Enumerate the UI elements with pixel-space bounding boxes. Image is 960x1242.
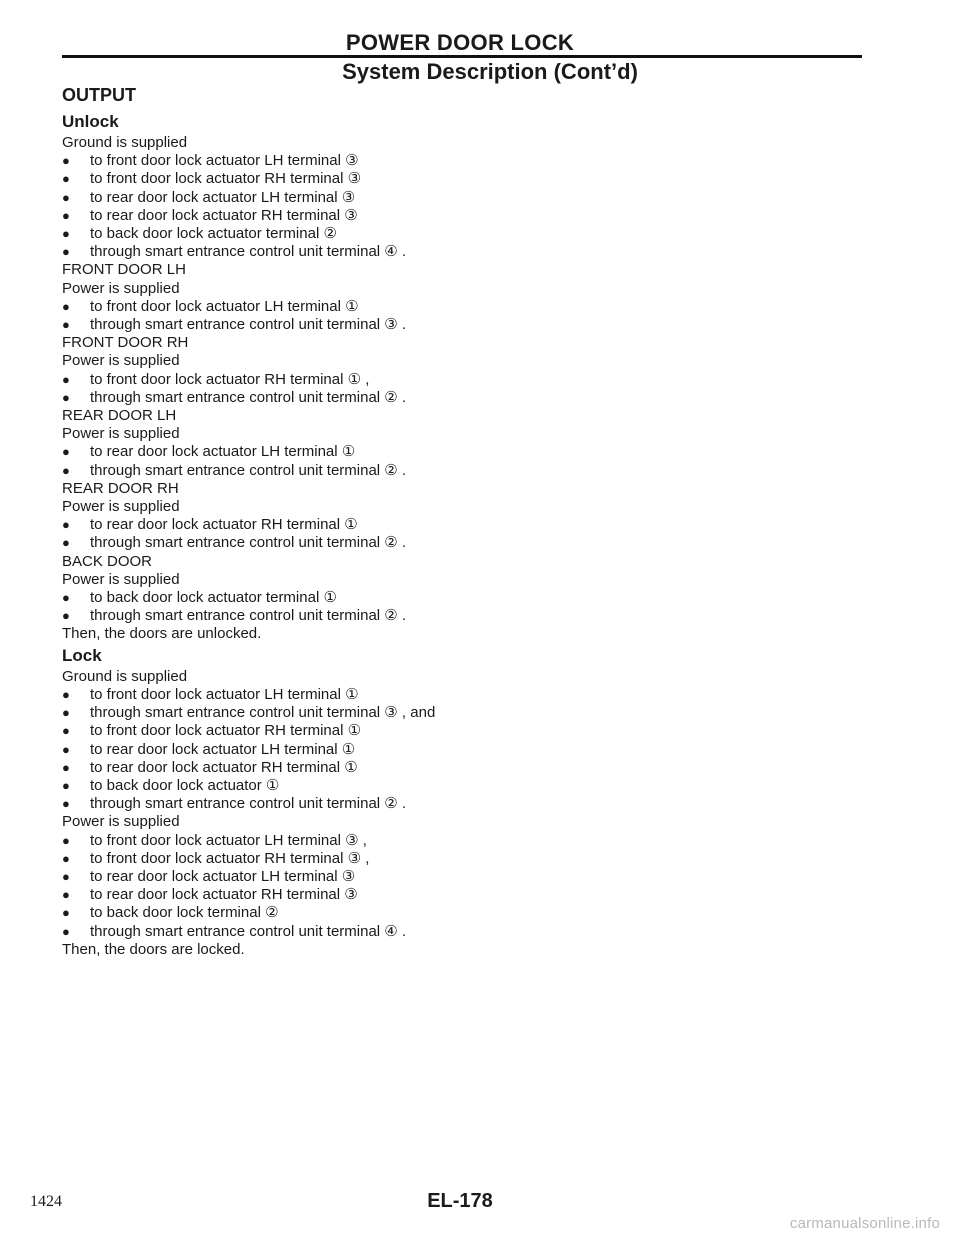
list-item xyxy=(62,170,822,188)
list-item-text: to front door lock actuator LH terminal ③ xyxy=(90,152,359,170)
list-item-text: through smart entrance control unit terminal ④ . xyxy=(90,243,407,261)
text-line: BACK DOOR xyxy=(62,552,153,570)
list-item xyxy=(62,534,822,552)
list-item-text: to rear door lock actuator RH terminal ① xyxy=(90,516,358,534)
text-line: REAR DOOR LH xyxy=(62,407,177,425)
text-line: Power is supplied xyxy=(62,279,180,297)
list-item xyxy=(62,850,822,868)
text-line: Power is supplied xyxy=(62,425,180,443)
list-item-text: to back door lock actuator terminal ② xyxy=(90,225,337,243)
list-item-text: through smart entrance control unit terminal ② . xyxy=(90,534,407,552)
bullet-icon: ● xyxy=(62,759,70,775)
list-item-text: to rear door lock actuator LH terminal ③ xyxy=(90,188,356,206)
bullet-icon: ● xyxy=(62,153,70,169)
list-item xyxy=(62,923,822,941)
page-subtitle: System Description (Cont’d) xyxy=(342,59,638,84)
text-line: Then, the doors are locked. xyxy=(62,940,245,958)
text-line: Ground is supplied xyxy=(62,134,188,151)
list-item xyxy=(62,759,822,777)
bullet-icon: ● xyxy=(62,389,70,405)
list-item-text: to front door lock actuator RH terminal ③ , xyxy=(90,849,370,867)
bullet-icon: ● xyxy=(62,686,70,702)
list-item-text: through smart entrance control unit terminal ③ . xyxy=(90,316,407,334)
list-item xyxy=(62,741,822,759)
list-item-text: through smart entrance control unit terminal ④ . xyxy=(90,922,407,940)
bullet-icon: ● xyxy=(62,371,70,387)
text-line: Then, the doors are unlocked. xyxy=(62,625,262,643)
bullet-icon: ● xyxy=(62,905,70,921)
list-item xyxy=(62,589,822,607)
bullet-icon: ● xyxy=(62,850,70,866)
list-item xyxy=(62,389,822,407)
content-body xyxy=(62,110,822,959)
text-line: Power is supplied xyxy=(62,813,180,831)
list-item xyxy=(62,686,822,704)
list-item xyxy=(62,316,822,334)
list-item xyxy=(62,516,822,534)
list-item-text: through smart entrance control unit terminal ② . xyxy=(90,461,407,479)
bullet-icon: ● xyxy=(62,244,70,260)
bullet-icon: ● xyxy=(62,741,70,757)
bullet-icon: ● xyxy=(62,535,70,551)
bullet-icon: ● xyxy=(62,777,70,793)
text-line: FRONT DOOR RH xyxy=(62,334,189,352)
text-line: Power is supplied xyxy=(62,352,180,370)
list-item xyxy=(62,777,822,795)
list-item-text: through smart entrance control unit terminal ② . xyxy=(90,388,407,406)
list-item-text: to back door lock actuator terminal ① xyxy=(90,589,337,607)
bullet-icon: ● xyxy=(62,705,70,721)
list-item xyxy=(62,607,822,625)
bullet-icon: ● xyxy=(62,832,70,848)
list-item-text: to back door lock terminal ② xyxy=(90,904,279,922)
bullet-icon: ● xyxy=(62,171,70,187)
text-line: Power is supplied xyxy=(62,498,180,516)
list-item xyxy=(62,462,822,480)
header-divider xyxy=(62,55,862,58)
list-item-text: to front door lock actuator LH terminal ① xyxy=(90,297,359,315)
list-item xyxy=(62,868,822,886)
text-line: FRONT DOOR LH xyxy=(62,261,186,279)
list-item xyxy=(62,225,822,243)
list-item-text: through smart entrance control unit terminal ② . xyxy=(90,607,407,625)
bullet-icon: ● xyxy=(62,517,70,533)
list-item-text: to rear door lock actuator LH terminal ① xyxy=(90,443,356,461)
bullet-icon: ● xyxy=(62,923,70,939)
bullet-icon: ● xyxy=(62,189,70,205)
list-item xyxy=(62,704,822,722)
list-item-text: to front door lock actuator LH terminal ① xyxy=(90,685,359,703)
section-title: OUTPUT xyxy=(62,85,136,105)
list-item xyxy=(62,795,822,813)
list-item-text: to front door lock actuator RH terminal ① xyxy=(90,722,362,740)
page-title: POWER DOOR LOCK xyxy=(345,30,575,55)
bullet-icon: ● xyxy=(62,590,70,606)
list-item xyxy=(62,443,822,461)
list-item-text: to back door lock actuator ① xyxy=(90,776,280,794)
list-item xyxy=(62,722,822,740)
list-item-text: to front door lock actuator RH terminal ① , xyxy=(90,370,370,388)
list-item xyxy=(62,189,822,207)
text-line: Ground is supplied xyxy=(62,667,188,685)
subsection-heading: Unlock xyxy=(62,112,119,131)
list-item xyxy=(62,832,822,850)
list-item-text: to rear door lock actuator RH terminal ③ xyxy=(90,886,358,904)
list-item-text: to rear door lock actuator RH terminal ③ xyxy=(90,206,358,224)
text-line: REAR DOOR RH xyxy=(62,479,179,497)
bullet-icon: ● xyxy=(62,796,70,812)
bullet-icon: ● xyxy=(62,298,70,314)
page-number-left: 1424 xyxy=(30,1193,62,1210)
list-item xyxy=(62,904,822,922)
bullet-icon: ● xyxy=(62,608,70,624)
list-item-text: to front door lock actuator RH terminal ③ xyxy=(90,170,362,188)
bullet-icon: ● xyxy=(62,226,70,242)
bullet-icon: ● xyxy=(62,723,70,739)
bullet-icon: ● xyxy=(62,207,70,223)
list-item xyxy=(62,152,822,170)
list-item-text: to front door lock actuator LH terminal ③ , xyxy=(90,831,367,849)
bullet-icon: ● xyxy=(62,868,70,884)
list-item-text: to rear door lock actuator LH terminal ① xyxy=(90,740,356,758)
watermark: carmanualsonline.info xyxy=(789,1215,940,1232)
list-item-text: through smart entrance control unit terminal ② . xyxy=(90,795,407,813)
bullet-icon: ● xyxy=(62,887,70,903)
list-item-text: to rear door lock actuator LH terminal ③ xyxy=(90,867,356,885)
list-item xyxy=(62,243,822,261)
list-item-text: to rear door lock actuator RH terminal ① xyxy=(90,758,358,776)
subsection-heading: Lock xyxy=(62,645,102,665)
bullet-icon: ● xyxy=(62,444,70,460)
page-number-center: EL-178 xyxy=(427,1190,493,1212)
list-item xyxy=(62,298,822,316)
list-item xyxy=(62,886,822,904)
text-line: Power is supplied xyxy=(62,570,180,588)
list-item xyxy=(62,207,822,225)
list-item-text: through smart entrance control unit terminal ③ , and xyxy=(90,704,436,722)
bullet-icon: ● xyxy=(62,317,70,333)
bullet-icon: ● xyxy=(62,462,70,478)
list-item xyxy=(62,371,822,389)
